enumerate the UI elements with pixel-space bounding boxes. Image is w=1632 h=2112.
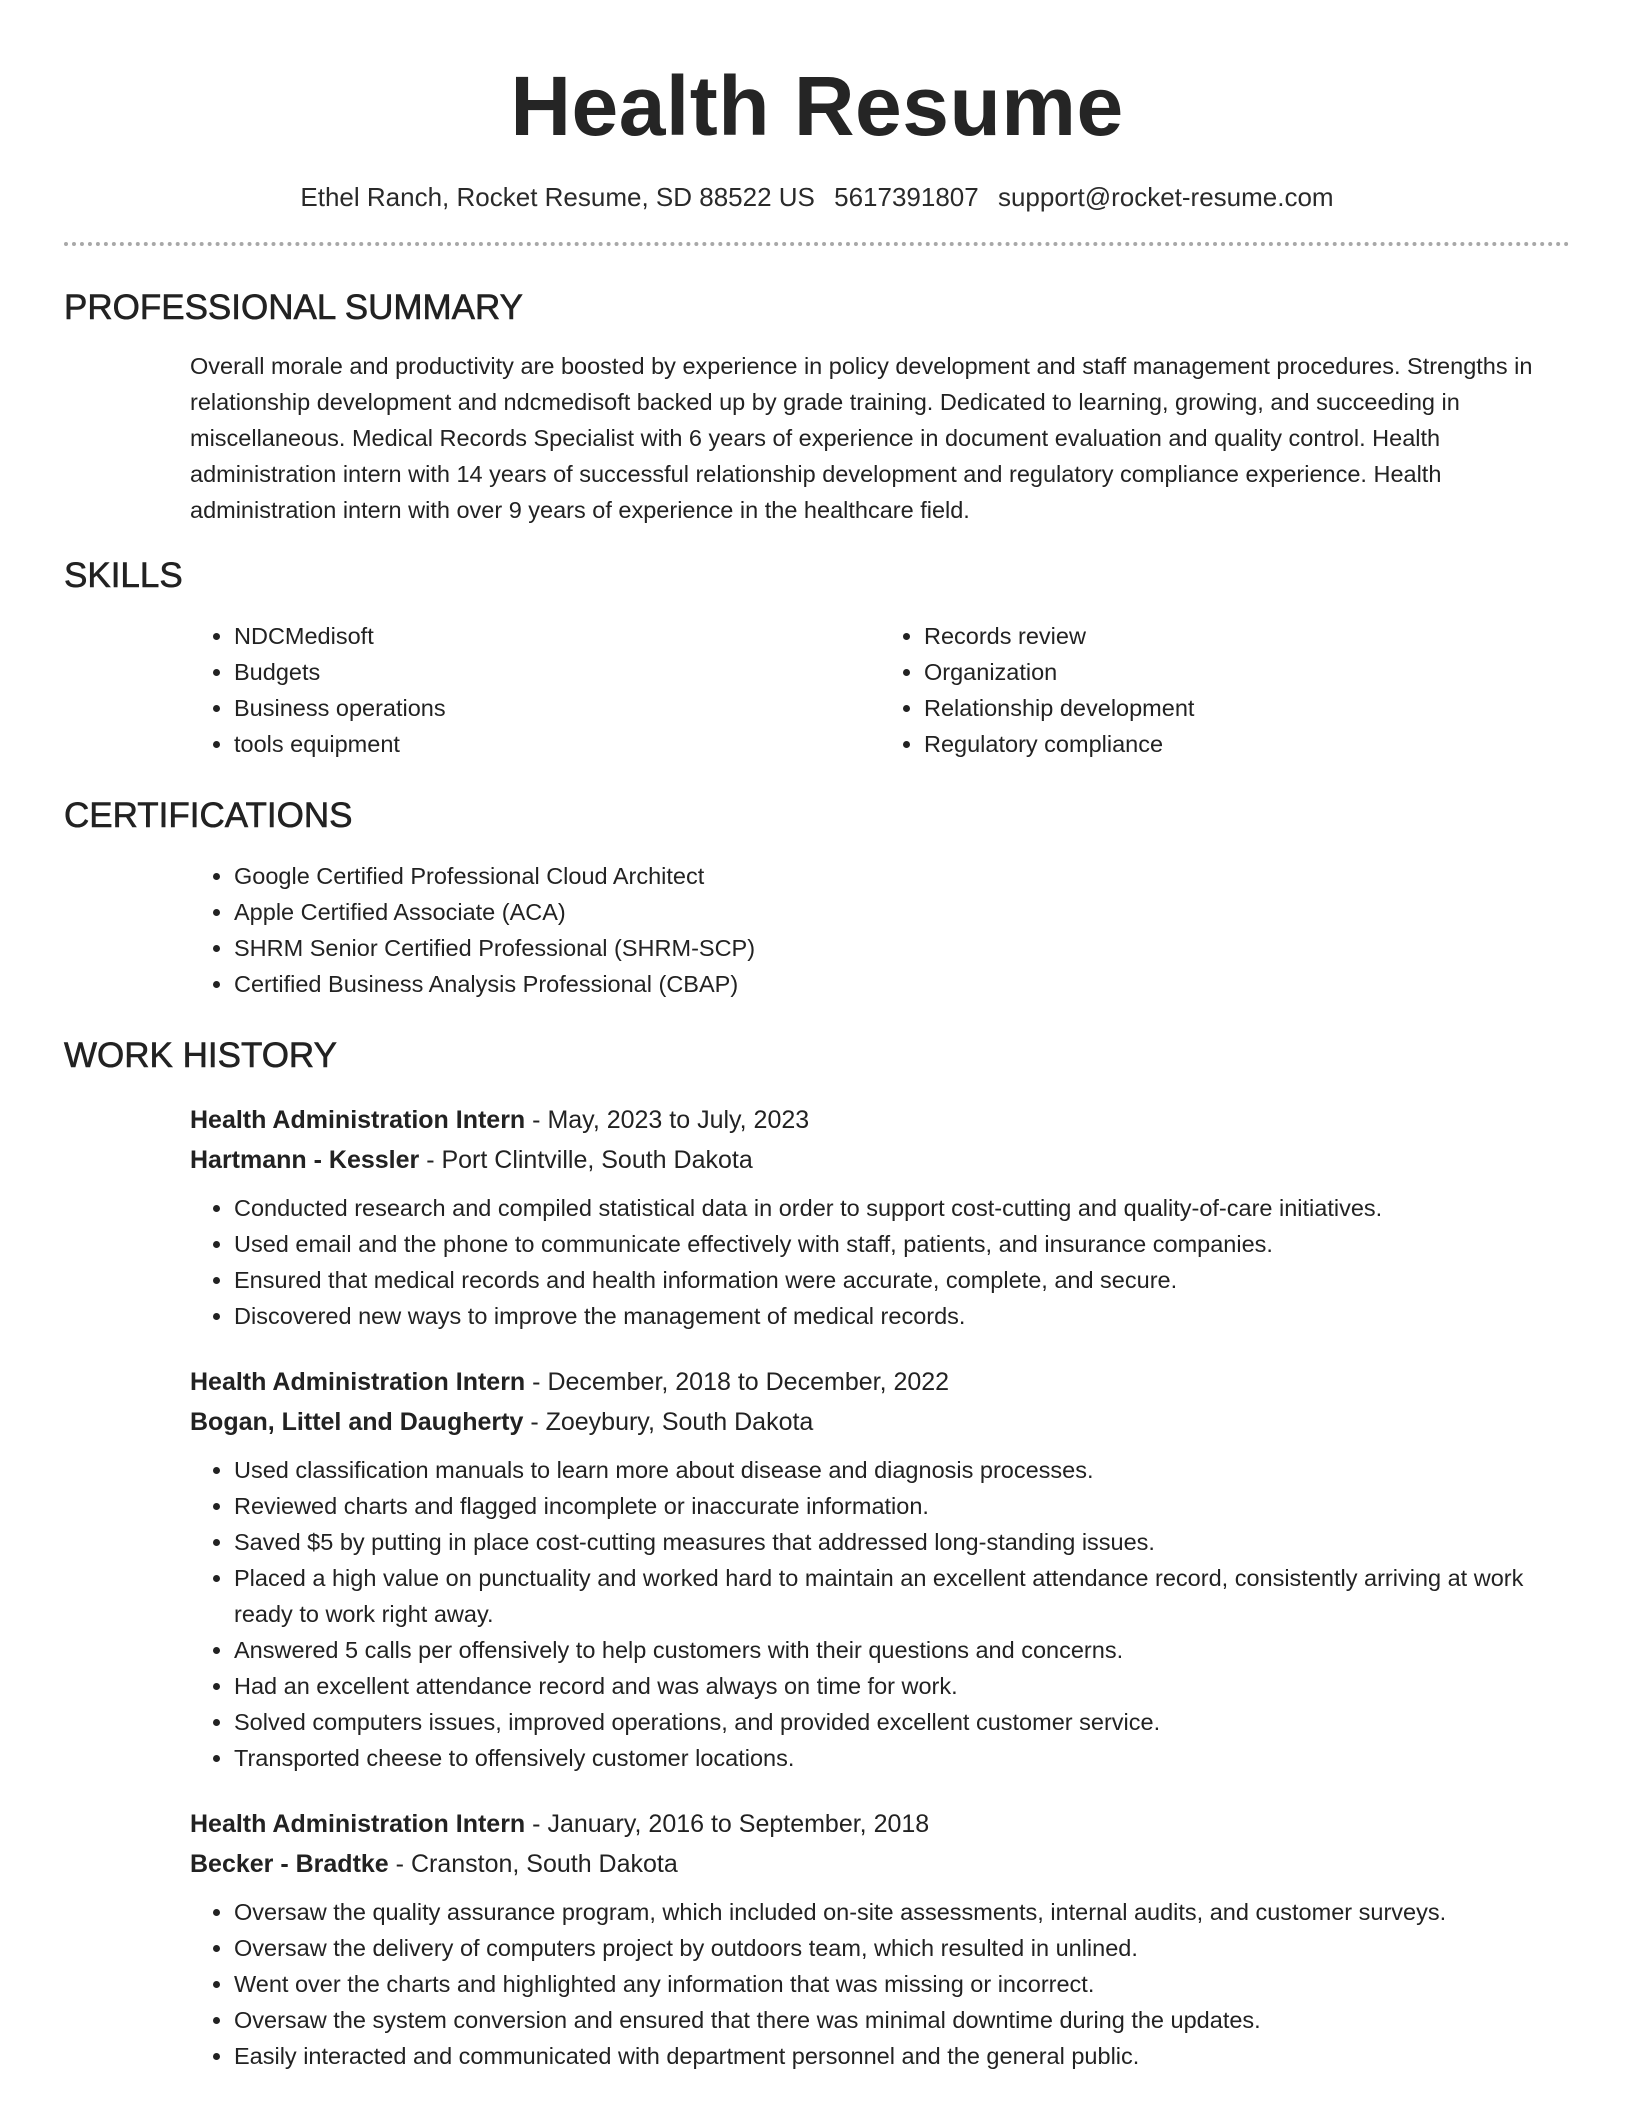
certification-item: • Apple Certified Associate (ACA)	[234, 894, 1570, 930]
skills-list-left	[190, 618, 880, 762]
job-bullet: • Transported cheese to offensively customer locations.	[234, 1740, 1570, 1776]
job-role: Health Administration Intern	[190, 1810, 526, 1838]
job-company: Hartmann - Kessler	[190, 1146, 420, 1174]
certifications-heading: CERTIFICATIONS	[64, 796, 353, 835]
job-bullet: • Used classification manuals to learn more about disease and diagnosis processes.	[234, 1452, 1570, 1488]
contact-phone: 5617391807	[834, 182, 979, 212]
job-bullets	[190, 1452, 1570, 1776]
certification-item: • Google Certified Professional Cloud Architect	[234, 858, 1570, 894]
job-dates: - January, 2016 to September, 2018	[532, 1810, 930, 1838]
job-bullet: • Easily interacted and communicated with department personnel and the general public.	[234, 2038, 1570, 2074]
job-company: Bogan, Littel and Daugherty	[190, 1408, 524, 1436]
skills-heading: SKILLS	[64, 556, 183, 595]
job-company-line	[190, 1140, 1570, 1180]
job-company: Becker - Bradtke	[190, 1850, 389, 1878]
job-bullet: • Discovered new ways to improve the management of medical records.	[234, 1298, 1570, 1334]
job-title-line	[190, 1362, 1570, 1402]
job-bullet: • Oversaw the delivery of computers project by outdoors team, which resulted in unlined.	[234, 1930, 1570, 1966]
contact-email: support@rocket-resume.com	[997, 182, 1334, 212]
job-bullets	[190, 1190, 1570, 1334]
job-entry	[190, 1362, 1570, 1776]
certification-item: • Certified Business Analysis Professional (CBAP)	[234, 966, 1570, 1002]
contact-address: Ethel Ranch, Rocket Resume, SD 88522 US	[300, 182, 815, 212]
job-bullet: • Used email and the phone to communicate effectively with staff, patients, and insurance companies.	[234, 1226, 1570, 1262]
certifications-list	[190, 858, 1570, 1002]
skill-item: • Regulatory compliance	[924, 726, 1570, 762]
skills-list-right	[880, 618, 1570, 762]
work-history-heading: WORK HISTORY	[64, 1036, 337, 1075]
job-company-line	[190, 1402, 1570, 1442]
skill-item: • Relationship development	[924, 690, 1570, 726]
skill-item: • Budgets	[234, 654, 880, 690]
job-title-line	[190, 1100, 1570, 1140]
certifications-section	[64, 794, 1570, 1002]
job-location: - Zoeybury, South Dakota	[530, 1408, 814, 1436]
skill-item: • NDCMedisoft	[234, 618, 880, 654]
job-dates: - December, 2018 to December, 2022	[532, 1368, 950, 1396]
job-role: Health Administration Intern	[190, 1106, 526, 1134]
certification-item: • SHRM Senior Certified Professional (SHRM-SCP)	[234, 930, 1570, 966]
job-bullet: • Saved $5 by putting in place cost-cutting measures that addressed long-standing issues.	[234, 1524, 1570, 1560]
job-bullets	[190, 1894, 1570, 2074]
skill-item: • Business operations	[234, 690, 880, 726]
job-bullet: • Placed a high value on punctuality and worked hard to maintain an excellent attendance record, consistently arriving at work ready to work right away.	[234, 1560, 1570, 1632]
skills-section	[64, 554, 1570, 762]
job-bullet: • Oversaw the quality assurance program, which included on-site assessments, internal audits, and customer surveys.	[234, 1894, 1570, 1930]
skills-columns	[190, 618, 1570, 762]
job-entry	[190, 1100, 1570, 1334]
job-bullet: • Answered 5 calls per offensively to help customers with their questions and concerns.	[234, 1632, 1570, 1668]
job-bullet: • Ensured that medical records and health information were accurate, complete, and secure.	[234, 1262, 1570, 1298]
contact-line	[64, 180, 1570, 214]
summary-section	[64, 286, 1570, 528]
job-entry	[190, 1804, 1570, 2074]
job-company-line	[190, 1844, 1570, 1884]
job-title-line	[190, 1804, 1570, 1844]
skill-item: • Records review	[924, 618, 1570, 654]
skill-item: • Organization	[924, 654, 1570, 690]
job-location: - Port Clintville, South Dakota	[426, 1146, 753, 1174]
header-divider	[64, 242, 1570, 246]
job-bullet: • Reviewed charts and flagged incomplete or inaccurate information.	[234, 1488, 1570, 1524]
summary-text: Overall morale and productivity are boosted by experience in policy development and staff management procedures. Strengths in relationship development and ndcmedisoft backed up by grade training. Dedicated to learning, growing, and succeeding in miscellaneous. Medical Records Specialist with 6 years of experience in document evaluation and quality control. Health administration intern with 14 years of successful relationship development and regulatory compliance experience. Health administration intern with over 9 years of experience in the healthcare field.	[190, 353, 1533, 523]
resume-title: Health Resume	[510, 59, 1124, 153]
job-bullet: • Solved computers issues, improved operations, and provided excellent customer service.	[234, 1704, 1570, 1740]
work-history-section	[64, 1034, 1570, 2074]
job-location: - Cranston, South Dakota	[395, 1850, 678, 1878]
job-dates: - May, 2023 to July, 2023	[532, 1106, 810, 1134]
resume-page	[64, 0, 1570, 2074]
job-role: Health Administration Intern	[190, 1368, 526, 1396]
skill-item: • tools equipment	[234, 726, 880, 762]
summary-heading: PROFESSIONAL SUMMARY	[64, 288, 523, 327]
job-bullet: • Oversaw the system conversion and ensured that there was minimal downtime during the updates.	[234, 2002, 1570, 2038]
job-bullet: • Had an excellent attendance record and was always on time for work.	[234, 1668, 1570, 1704]
job-bullet: • Went over the charts and highlighted any information that was missing or incorrect.	[234, 1966, 1570, 2002]
job-bullet: • Conducted research and compiled statistical data in order to support cost-cutting and quality-of-care initiatives.	[234, 1190, 1570, 1226]
